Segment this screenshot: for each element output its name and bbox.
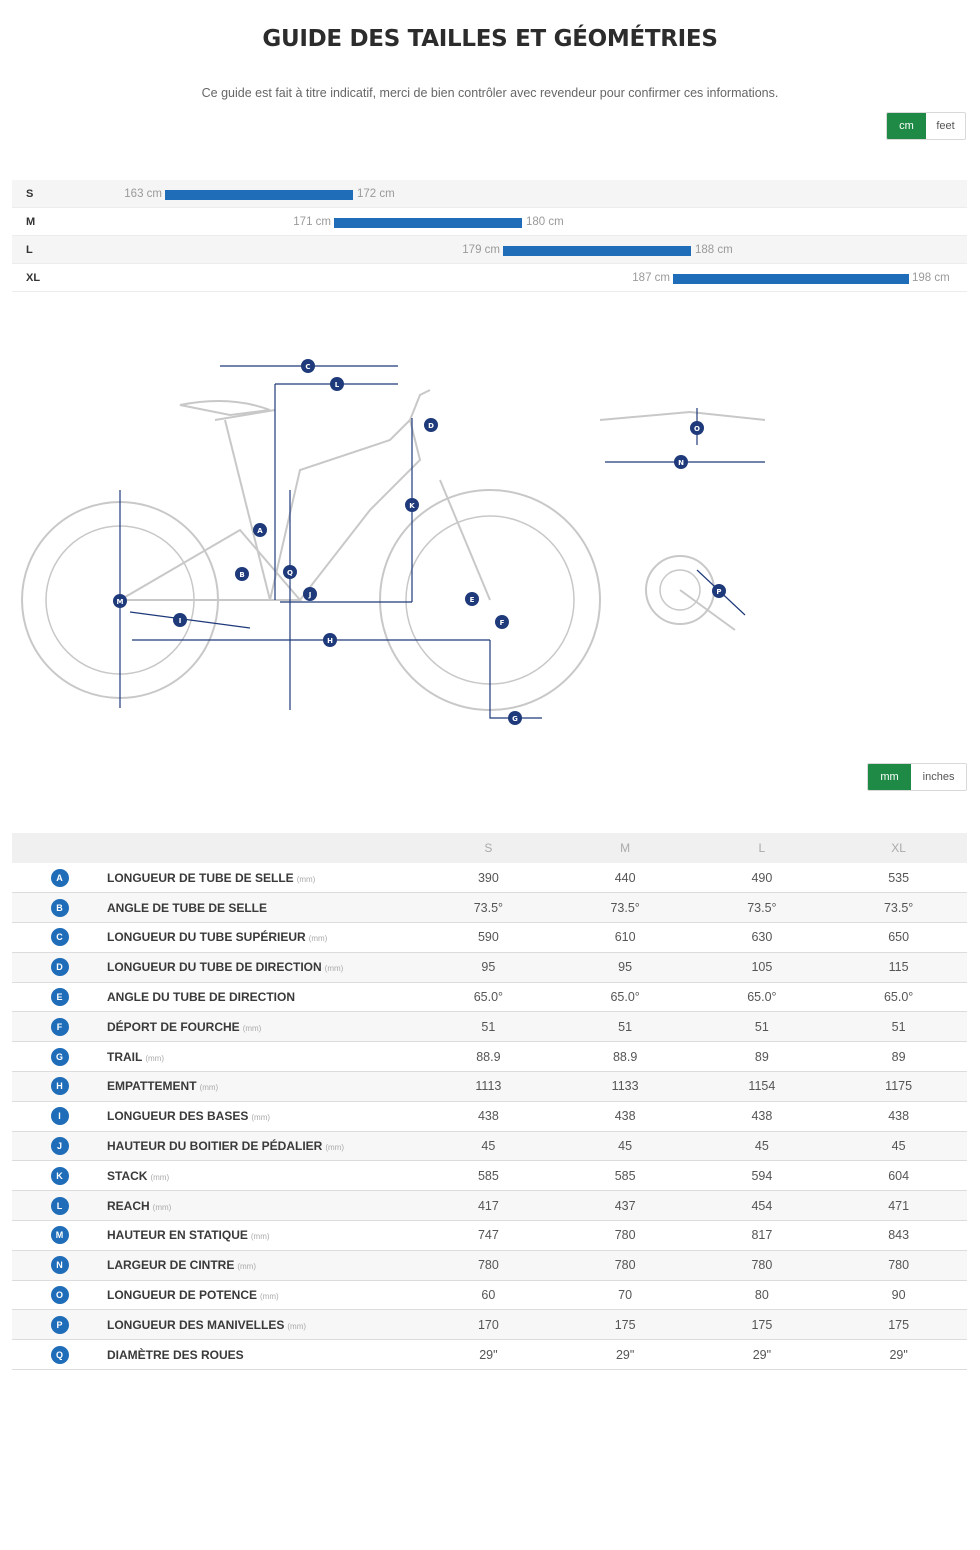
row-unit: (mm) <box>250 1232 270 1242</box>
letter-badge-icon: G <box>51 1048 69 1066</box>
value-cell: 73.5° <box>694 893 831 923</box>
value-cell: 65.0° <box>420 982 557 1012</box>
value-cell: 45 <box>830 1131 967 1161</box>
row-label-cell <box>107 1161 420 1191</box>
header-size-l: L <box>694 833 831 863</box>
geometry-table <box>12 833 967 1370</box>
row-unit: (mm) <box>199 1083 219 1093</box>
row-unit: (mm) <box>150 1172 170 1182</box>
unit-feet-button[interactable]: feet <box>926 113 965 139</box>
value-cell: 29" <box>694 1340 831 1370</box>
marker-n-icon <box>674 455 688 469</box>
value-cell: 90 <box>830 1280 967 1310</box>
value-cell: 29" <box>830 1340 967 1370</box>
row-letter-cell <box>12 1131 107 1161</box>
value-cell: 604 <box>830 1161 967 1191</box>
letter-badge-icon: D <box>51 958 69 976</box>
row-label: HAUTEUR EN STATIQUE <box>107 1228 248 1243</box>
table-row <box>12 1250 967 1280</box>
svg-text:K: K <box>409 502 415 510</box>
letter-badge-icon: M <box>51 1226 69 1244</box>
marker-j-icon <box>303 587 317 601</box>
table-row <box>12 1101 967 1131</box>
svg-text:I: I <box>178 617 182 625</box>
table-header-row <box>12 833 967 863</box>
svg-text:G: G <box>512 715 518 723</box>
letter-badge-icon: L <box>51 1197 69 1215</box>
value-cell: 65.0° <box>557 982 694 1012</box>
size-label: XL <box>26 272 41 284</box>
marker-q-icon <box>283 565 297 579</box>
value-cell: 780 <box>557 1221 694 1251</box>
height-max: 188 cm <box>695 244 733 256</box>
svg-text:O: O <box>694 425 700 433</box>
row-unit: (mm) <box>242 1023 262 1033</box>
row-label-cell <box>107 1042 420 1072</box>
height-max: 172 cm <box>357 188 395 200</box>
header-size-m: M <box>557 833 694 863</box>
value-cell: 390 <box>420 863 557 893</box>
row-label: LONGUEUR DES BASES <box>107 1109 249 1124</box>
value-cell: 780 <box>694 1250 831 1280</box>
value-cell: 29" <box>557 1340 694 1370</box>
value-cell: 51 <box>694 1012 831 1042</box>
row-label-cell <box>107 1072 420 1102</box>
height-min: 163 cm <box>124 188 162 200</box>
value-cell: 747 <box>420 1221 557 1251</box>
table-row <box>12 1221 967 1251</box>
letter-badge-icon: F <box>51 1018 69 1036</box>
table-row <box>12 863 967 893</box>
marker-b-icon <box>235 567 249 581</box>
height-max: 180 cm <box>526 216 564 228</box>
row-letter-cell <box>12 1042 107 1072</box>
value-cell: 535 <box>830 863 967 893</box>
height-min: 187 cm <box>632 272 670 284</box>
value-cell: 1175 <box>830 1072 967 1102</box>
value-cell: 51 <box>557 1012 694 1042</box>
row-label-cell <box>107 952 420 982</box>
row-label: EMPATTEMENT <box>107 1079 197 1094</box>
rider-height-chart <box>12 180 967 292</box>
letter-badge-icon: K <box>51 1167 69 1185</box>
value-cell: 175 <box>557 1310 694 1340</box>
value-cell: 73.5° <box>420 893 557 923</box>
height-min: 179 cm <box>462 244 500 256</box>
value-cell: 780 <box>420 1250 557 1280</box>
value-cell: 89 <box>694 1042 831 1072</box>
row-letter-cell <box>12 1280 107 1310</box>
value-cell: 175 <box>694 1310 831 1340</box>
size-label: S <box>26 188 34 200</box>
table-row <box>12 1280 967 1310</box>
value-cell: 45 <box>694 1131 831 1161</box>
height-unit-toggle <box>886 112 966 140</box>
marker-l-icon <box>330 377 344 391</box>
value-cell: 610 <box>557 923 694 953</box>
height-min: 171 cm <box>293 216 331 228</box>
value-cell: 88.9 <box>420 1042 557 1072</box>
row-letter-cell <box>12 1221 107 1251</box>
row-unit: (mm) <box>287 1321 307 1331</box>
letter-badge-icon: C <box>51 928 69 946</box>
row-label-cell <box>107 1012 420 1042</box>
size-label: L <box>26 244 33 256</box>
row-label: LONGUEUR DU TUBE SUPÉRIEUR <box>107 930 306 945</box>
row-label-cell <box>107 1280 420 1310</box>
letter-badge-icon: B <box>51 899 69 917</box>
value-cell: 817 <box>694 1221 831 1251</box>
header-size-s: S <box>420 833 557 863</box>
header-letter <box>12 833 107 863</box>
svg-text:C: C <box>305 363 311 371</box>
row-letter-cell <box>12 982 107 1012</box>
size-label: M <box>26 216 36 228</box>
height-row-l <box>12 236 967 264</box>
svg-text:B: B <box>239 571 245 579</box>
value-cell: 70 <box>557 1280 694 1310</box>
value-cell: 45 <box>420 1131 557 1161</box>
svg-text:L: L <box>334 381 340 389</box>
height-range-bar <box>673 274 909 284</box>
letter-badge-icon: J <box>51 1137 69 1155</box>
height-range-bar <box>503 246 691 256</box>
table-row <box>12 1161 967 1191</box>
row-label: LONGUEUR DE TUBE DE SELLE <box>107 870 294 885</box>
table-row <box>12 1310 967 1340</box>
value-cell: 89 <box>830 1042 967 1072</box>
row-label-cell <box>107 893 420 923</box>
height-range-bar <box>334 218 522 228</box>
letter-badge-icon: Q <box>51 1346 69 1364</box>
row-unit: (mm) <box>145 1053 164 1063</box>
row-label: LONGUEUR DU TUBE DE DIRECTION <box>107 960 322 975</box>
row-unit: (mm) <box>296 874 316 884</box>
page-subtitle: Ce guide est fait à titre indicatif, merci de bien contrôler avec revendeur pour confirmer ces informations. <box>201 86 779 100</box>
height-max: 198 cm <box>912 272 950 284</box>
table-row <box>12 1131 967 1161</box>
bike-geometry-diagram <box>0 330 980 730</box>
table-row <box>12 1191 967 1221</box>
svg-text:F: F <box>499 619 505 627</box>
svg-text:N: N <box>678 459 684 467</box>
value-cell: 843 <box>830 1221 967 1251</box>
row-unit: (mm) <box>324 964 344 974</box>
row-label: LONGUEUR DES MANIVELLES <box>107 1317 285 1332</box>
marker-d-icon <box>424 418 438 432</box>
letter-badge-icon: E <box>51 988 69 1006</box>
geometry-unit-toggle <box>867 763 967 791</box>
letter-badge-icon: I <box>51 1107 69 1125</box>
bike-illustration <box>22 390 765 710</box>
value-cell: 51 <box>420 1012 557 1042</box>
value-cell: 80 <box>694 1280 831 1310</box>
svg-text:E: E <box>469 596 475 604</box>
letter-badge-icon: P <box>51 1316 69 1334</box>
row-letter-cell <box>12 923 107 953</box>
row-label: LARGEUR DE CINTRE <box>107 1258 235 1273</box>
unit-mm-button[interactable]: mm <box>868 764 911 790</box>
geometry-table-body <box>12 863 967 1370</box>
value-cell: 105 <box>694 952 831 982</box>
table-row <box>12 1072 967 1102</box>
value-cell: 1154 <box>694 1072 831 1102</box>
row-label: LONGUEUR DE POTENCE <box>107 1288 258 1303</box>
row-unit: (mm) <box>325 1143 344 1153</box>
row-letter-cell <box>12 1072 107 1102</box>
value-cell: 490 <box>694 863 831 893</box>
row-letter-cell <box>12 863 107 893</box>
row-letter-cell <box>12 1161 107 1191</box>
page-title: GUIDE DES TAILLES ET GÉOMÉTRIES <box>262 26 718 52</box>
marker-e-icon <box>465 592 479 606</box>
value-cell: 1133 <box>557 1072 694 1102</box>
marker-a-icon <box>253 523 267 537</box>
row-label: DIAMÈTRE DES ROUES <box>107 1347 244 1362</box>
row-label-cell <box>107 1250 420 1280</box>
value-cell: 95 <box>420 952 557 982</box>
row-label: HAUTEUR DU BOITIER DE PÉDALIER <box>107 1139 323 1154</box>
row-label: ANGLE DE TUBE DE SELLE <box>107 900 268 915</box>
row-unit: (mm) <box>237 1262 256 1272</box>
svg-text:P: P <box>716 588 722 596</box>
marker-p-icon <box>712 584 726 598</box>
svg-text:M: M <box>116 598 124 606</box>
row-letter-cell <box>12 1101 107 1131</box>
marker-k-icon <box>405 498 419 512</box>
letter-badge-icon: H <box>51 1077 69 1095</box>
value-cell: 438 <box>557 1101 694 1131</box>
value-cell: 585 <box>420 1161 557 1191</box>
value-cell: 45 <box>557 1131 694 1161</box>
value-cell: 417 <box>420 1191 557 1221</box>
row-letter-cell <box>12 1340 107 1370</box>
unit-inches-button[interactable]: inches <box>911 764 966 790</box>
value-cell: 650 <box>830 923 967 953</box>
row-label-cell <box>107 1191 420 1221</box>
row-letter-cell <box>12 952 107 982</box>
letter-badge-icon: O <box>51 1286 69 1304</box>
value-cell: 437 <box>557 1191 694 1221</box>
header-label <box>107 833 420 863</box>
value-cell: 115 <box>830 952 967 982</box>
table-row <box>12 952 967 982</box>
value-cell: 1113 <box>420 1072 557 1102</box>
row-label-cell <box>107 1340 420 1370</box>
value-cell: 95 <box>557 952 694 982</box>
row-label-cell <box>107 923 420 953</box>
value-cell: 630 <box>694 923 831 953</box>
row-unit: (mm) <box>308 934 328 944</box>
table-row <box>12 1012 967 1042</box>
row-unit: (mm) <box>260 1292 279 1302</box>
value-cell: 65.0° <box>830 982 967 1012</box>
value-cell: 438 <box>694 1101 831 1131</box>
svg-text:A: A <box>257 527 263 535</box>
row-label: STACK <box>107 1168 148 1183</box>
row-label: TRAIL <box>107 1049 143 1064</box>
value-cell: 88.9 <box>557 1042 694 1072</box>
row-unit: (mm) <box>251 1113 271 1123</box>
letter-badge-icon: A <box>51 869 69 887</box>
row-label-cell <box>107 1310 420 1340</box>
value-cell: 594 <box>694 1161 831 1191</box>
value-cell: 438 <box>420 1101 557 1131</box>
svg-text:D: D <box>428 422 434 430</box>
header-size-xl: XL <box>830 833 967 863</box>
row-label-cell <box>107 1101 420 1131</box>
value-cell: 590 <box>420 923 557 953</box>
marker-g-icon <box>508 711 522 725</box>
value-cell: 780 <box>830 1250 967 1280</box>
table-row <box>12 923 967 953</box>
row-label-cell <box>107 1221 420 1251</box>
row-letter-cell <box>12 1191 107 1221</box>
height-row-s <box>12 180 967 208</box>
table-row <box>12 1340 967 1370</box>
unit-cm-button[interactable]: cm <box>887 113 926 139</box>
table-row <box>12 982 967 1012</box>
row-letter-cell <box>12 1250 107 1280</box>
value-cell: 440 <box>557 863 694 893</box>
marker-i-icon <box>173 613 187 627</box>
row-letter-cell <box>12 1310 107 1340</box>
row-letter-cell <box>12 1012 107 1042</box>
height-row-m <box>12 208 967 236</box>
value-cell: 60 <box>420 1280 557 1310</box>
table-row <box>12 1042 967 1072</box>
value-cell: 454 <box>694 1191 831 1221</box>
value-cell: 585 <box>557 1161 694 1191</box>
marker-o-icon <box>690 421 704 435</box>
marker-h-icon <box>323 633 337 647</box>
row-label: REACH <box>107 1198 150 1213</box>
row-letter-cell <box>12 893 107 923</box>
value-cell: 175 <box>830 1310 967 1340</box>
row-label-cell <box>107 1131 420 1161</box>
svg-text:Q: Q <box>287 569 293 577</box>
value-cell: 170 <box>420 1310 557 1340</box>
value-cell: 73.5° <box>830 893 967 923</box>
value-cell: 780 <box>557 1250 694 1280</box>
value-cell: 29" <box>420 1340 557 1370</box>
table-row <box>12 893 967 923</box>
marker-m-icon <box>113 594 127 608</box>
svg-text:H: H <box>327 637 333 645</box>
marker-c-icon <box>301 359 315 373</box>
row-label: ANGLE DU TUBE DE DIRECTION <box>107 990 296 1005</box>
value-cell: 73.5° <box>557 893 694 923</box>
svg-text:J: J <box>308 591 312 599</box>
row-unit: (mm) <box>152 1202 172 1212</box>
value-cell: 65.0° <box>694 982 831 1012</box>
row-label: DÉPORT DE FOURCHE <box>107 1019 240 1034</box>
height-range-bar <box>165 190 353 200</box>
row-label-cell <box>107 982 420 1012</box>
value-cell: 438 <box>830 1101 967 1131</box>
marker-f-icon <box>495 615 509 629</box>
value-cell: 51 <box>830 1012 967 1042</box>
height-row-xl <box>12 264 967 292</box>
value-cell: 471 <box>830 1191 967 1221</box>
letter-badge-icon: N <box>51 1256 69 1274</box>
dimension-markers <box>113 359 726 725</box>
row-label-cell <box>107 863 420 893</box>
